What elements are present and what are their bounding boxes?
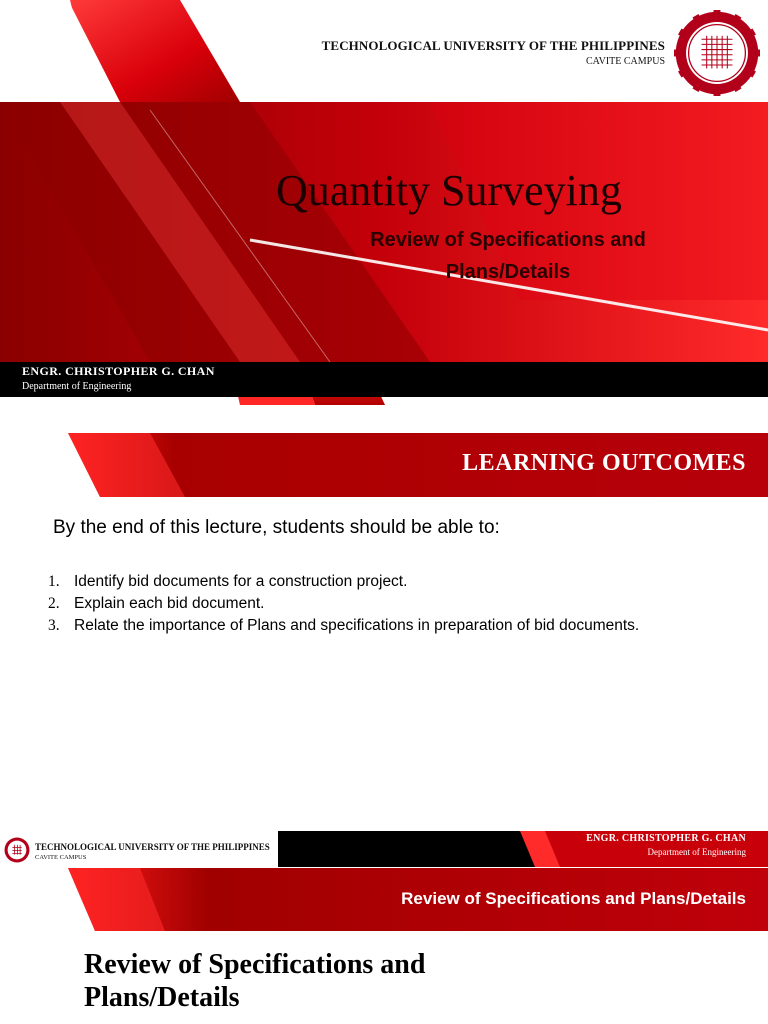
author-department: Department of Engineering — [647, 847, 746, 857]
learning-outcomes-slide — [0, 405, 768, 828]
campus-name: CAVITE CAMPUS — [586, 56, 665, 67]
university-seal-icon — [4, 837, 30, 863]
specifications-slide — [0, 828, 768, 1024]
list-text: Explain each bid document. — [74, 595, 265, 612]
subtitle-line-2: Plans/Details — [445, 261, 571, 283]
university-name: TECHNOLOGICAL UNIVERSITY OF THE PHILIPPINES — [321, 38, 665, 53]
top-swoosh — [68, 0, 240, 102]
university-header — [322, 38, 665, 67]
outcomes-title: LEARNING OUTCOMES — [462, 450, 746, 476]
university-seal-icon — [674, 10, 760, 96]
presentation-title: Quantity Surveying — [276, 166, 622, 215]
list-text: Identify bid documents for a construction project. — [74, 573, 408, 590]
presentation-subtitle — [330, 224, 686, 288]
outcomes-intro: By the end of this lecture, students should be able to: — [53, 517, 500, 538]
list-number: 1. — [48, 573, 60, 590]
author-name: ENGR. CHRISTOPHER G. CHAN — [22, 364, 215, 378]
author-block — [22, 364, 215, 392]
university-name: TECHNOLOGICAL UNIVERSITY OF THE PHILIPPINES — [35, 842, 270, 852]
list-item — [48, 571, 728, 593]
campus-name: CAVITE CAMPUS — [35, 854, 87, 861]
subtitle-line-1: Review of Specifications and — [370, 229, 646, 251]
outcomes-list — [48, 571, 728, 637]
author-block — [586, 833, 746, 857]
university-header-small — [0, 831, 278, 867]
author-department: Department of Engineering — [22, 381, 132, 392]
list-number: 2. — [48, 595, 60, 612]
section-title — [84, 948, 684, 1014]
list-number: 3. — [48, 617, 60, 634]
author-name: ENGR. CHRISTOPHER G. CHAN — [586, 833, 746, 844]
list-item — [48, 615, 728, 637]
section-title-line-1: Review of Specifications and — [84, 949, 426, 980]
banner-title: Review of Specifications and Plans/Details — [401, 889, 746, 908]
title-slide — [0, 0, 768, 405]
section-title-line-2: Plans/Details — [84, 982, 240, 1013]
list-item — [48, 593, 728, 615]
list-text: Relate the importance of Plans and specifications in preparation of bid documents. — [74, 617, 640, 634]
